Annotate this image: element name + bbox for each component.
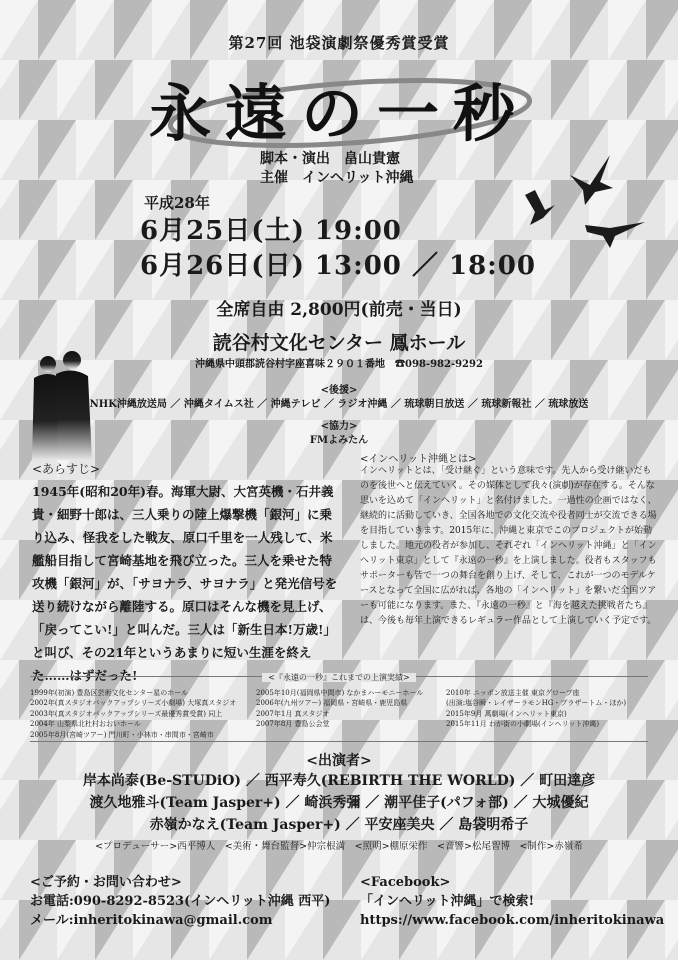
staff-credits: <プロデューサー>西平博人 <美術・舞台監督>仲宗根満 <照明>棚原栄作 <音響>松尾智博 <制作>赤嶺希 <box>95 841 583 852</box>
venue-name: 読谷村文化センター 鳳ホール <box>212 332 466 354</box>
cast-line-3: 赤嶺かなえ(Team Jasper+) ／ 平安座美央 ／ 島袋明希子 <box>149 817 529 833</box>
pattern-triangle <box>0 900 19 960</box>
pattern-triangle <box>475 180 513 240</box>
synopsis-text: 1945年(昭和20年)春。海軍大尉、大宮英機・石井義貴・細野十郎は、三人乗りの陸上爆撃機「銀河」に乗り込み、怪我をした戦友、原口千里を一人残して、米艦船目指して宮崎基地を飛び立った。三人を乗せた特攻機「銀河」が、「サヨナラ、サヨナラ」と発光信号を送り続けながら離陸する。原口はそんな機を見上げ、「戻ってこい!」と叫んだ。三人は「新生日本!万歳!」と叫び、その21年というあまりに短い生涯を終えた……はずだった! <box>32 484 338 683</box>
birds-silhouette-icon <box>515 150 650 250</box>
inherit-text: インヘリットとは、「受け継ぐ」という意味です。先人から受け継いだものを後世へと伝えていく。その媒体として我々(演劇)が存在する。そんな思いを込めて「インヘリット」と名付けました。一過性の企画ではなく、継続的に活動していき、全国各地での文化交流や役者同士が交流できる場を目指していきます。2015年に、沖縄と東京でこのプロジェクトが始動しました。地元の役者が参加し、それぞれ「インヘリット沖縄」と「インヘリット東京」として『永遠の一秒』を上演しました。役者もスタッフもサポーターも皆で一つの舞台を創り上げ、そして、これが一つのモデルケースとなって全国に広がれば、各地の「インヘリット」を繋いだ全国ツアーも可能になります。また、『永遠の一秒』と『海を越えた挑戦者たち』は、今後も毎年上演できるレギュラー作品として上演していく予定です。 <box>360 466 657 626</box>
facebook-heading: <Facebook> <box>360 875 451 890</box>
pattern-triangle <box>0 240 38 300</box>
history-item: 1999年(初演) 豊島区芸術文化センター星のホール <box>30 689 189 697</box>
award-line: 第27回 池袋演劇祭優秀賞受賞 <box>228 34 450 52</box>
history-item: 2007年8月 豊島公会堂 <box>256 720 330 729</box>
pattern-triangle <box>19 180 57 240</box>
support-heading: <後援> <box>320 385 358 396</box>
performance-date-2: 6月26日(日) 13:00 ／ 18:00 <box>140 251 536 281</box>
year-era: 平成28年 <box>144 194 210 212</box>
history-item: 2015年9月 萬劇場(インヘリット東京) <box>446 709 567 718</box>
pattern-triangle <box>57 180 95 240</box>
contact-phone: お電話:090-8292-8523(インヘリット沖縄 西平) <box>30 894 331 909</box>
cast-line-1: 岸本尚泰(Be-STUDiO) ／ 西平寿久(REBIRTH THE WORLD) ／ 町田達彦 <box>82 773 596 789</box>
pattern-triangle <box>665 540 678 600</box>
pattern-triangle <box>0 540 19 600</box>
history-col-3 <box>446 688 626 730</box>
contact-block <box>30 873 330 930</box>
history-item: 2003年(真スタジオバックアップシリーズ最優秀賞受賞) 同上 <box>30 709 223 718</box>
pattern-triangle <box>0 660 19 720</box>
inherit-heading: <インヘリット沖縄とは> <box>360 454 477 465</box>
history-item: 2005年8月(宮崎ツアー) 門川町・小林市・串間市・宮崎市 <box>30 730 214 739</box>
pattern-triangle <box>437 180 475 240</box>
cooperation-heading: <協力> <box>320 421 358 432</box>
cast-heading: <出演者> <box>306 753 372 769</box>
cast-list <box>0 770 678 836</box>
cooperation-name: FMよみたん <box>309 435 369 446</box>
pattern-triangle <box>399 180 437 240</box>
pattern-triangle <box>95 180 133 240</box>
facebook-search: 「インヘリット沖縄」で検索! <box>360 894 535 909</box>
pattern-triangle <box>0 180 19 240</box>
pattern-triangle <box>38 240 76 300</box>
facebook-url: https://www.facebook.com/inheritokinawa <box>360 913 665 928</box>
history-item: (出演:塩谷瞬・レイザーラモンHG・ブラザートム・ほか) <box>446 699 627 708</box>
history-item: 2006年(九州ツアー) 福岡県・宮崎県・鹿児島県 <box>256 699 408 708</box>
host-organizer: 主催 インヘリット沖縄 <box>260 170 414 186</box>
cast-line-2: 渡久地雅斗(Team Jasper+) ／ 崎浜秀彌 ／ 潮平佳子(パフォ部) ／ 大城優紀 <box>89 795 589 811</box>
history-heading <box>0 672 678 683</box>
pattern-triangle <box>646 240 678 300</box>
play-title: 永遠の一秒 <box>148 77 529 150</box>
ticket-price: 全席自由 2,800円(前売・当日) <box>216 300 462 320</box>
synopsis-heading: <あらすじ> <box>32 462 101 476</box>
history-item: 2005年10月(福岡県中間市) なかまハーモニーホール <box>256 689 424 697</box>
history-item: 2010年 ニッポン放送主催 東京グローブ座 <box>446 689 580 697</box>
facebook-block <box>360 873 664 930</box>
contact-mail: メール:inheritokinawa@gmail.com <box>30 913 273 928</box>
history-col-2 <box>256 688 423 730</box>
pattern-triangle <box>76 240 114 300</box>
history-item: 2004年 山梨県北杜村おおいホール <box>30 720 141 729</box>
history-heading-text: <『永遠の一秒』これまでの上演実績> <box>262 673 415 682</box>
history-item: 2002年(真スタジオバックアップシリーズ小劇場) 大塚真スタジオ <box>30 699 237 708</box>
history-col-1 <box>30 688 236 740</box>
history-item: 2015年11月 わが街の小劇場(インヘリット沖縄) <box>446 720 600 729</box>
pattern-triangle <box>627 660 665 720</box>
pattern-triangle <box>665 180 678 240</box>
pattern-triangle <box>665 900 678 960</box>
pattern-triangle <box>665 660 678 720</box>
history-divider-bottom <box>30 741 648 742</box>
contact-heading: <ご予約・お問い合わせ> <box>30 875 182 890</box>
performance-date-1: 6月25日(土) 19:00 <box>140 216 402 246</box>
venue-address: 沖縄県中頭郡読谷村字座喜味２９０１番地 ☎098-982-9292 <box>195 359 483 370</box>
script-director: 脚本・演出 畠山貴憲 <box>260 151 400 167</box>
credits <box>260 150 413 188</box>
history-item: 2007年1月 真スタジオ <box>256 709 330 718</box>
support-list: NHK沖縄放送局 ／ 沖縄タイムス社 ／ 沖縄テレビ ／ ラジオ沖縄 ／ 琉球朝日放送 ／ 琉球新報社 ／ 琉球放送 <box>89 399 589 410</box>
